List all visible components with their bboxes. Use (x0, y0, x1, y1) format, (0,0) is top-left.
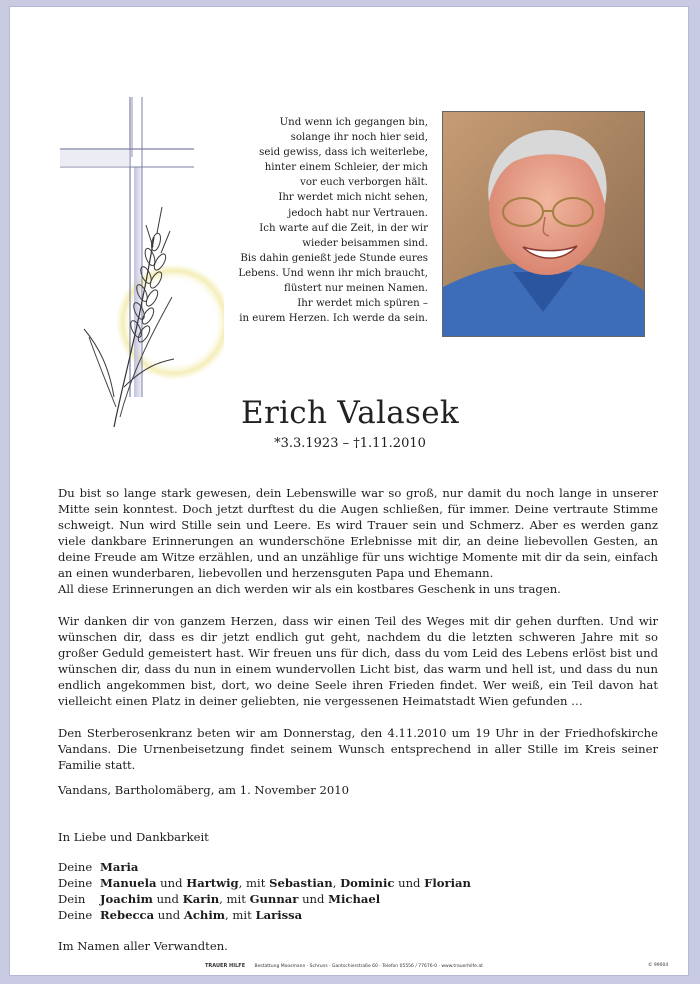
poem (228, 115, 428, 326)
family-relation: Deine (58, 876, 93, 890)
family-connector: und (394, 876, 425, 890)
family-member-name: Maria (100, 860, 139, 874)
poem-line: solange ihr noch hier seid, (290, 132, 428, 144)
family-member-name: Hartwig (186, 876, 239, 890)
family-member-name: Larissa (255, 908, 303, 922)
obituary-sheet (9, 6, 689, 976)
family-member-name: Joachim (100, 892, 153, 906)
footer-brand: TRAUER HILFE (205, 963, 246, 969)
family-connector: , mit (238, 876, 270, 890)
family-member-name: Manuela (100, 876, 157, 890)
footer-text: Bestattung Moosmann · Schruns · Gantschierstraße 60 · Telefon 05556 / 77676-0 · www.trauerhilfe.at (254, 964, 483, 969)
family-connector: , mit (219, 892, 250, 906)
family-row (58, 875, 471, 891)
poem-line: Ihr werdet mich nicht sehen, (278, 192, 428, 204)
poem-line: jedoch habt nur Vertrauen. (288, 207, 428, 219)
family-member-name: Gunnar (249, 892, 299, 906)
family-names (100, 891, 380, 907)
poem-line: Ihr werdet mich spüren – (297, 298, 428, 310)
life-dates: *3.3.1923 – †1.11.2010 (274, 436, 426, 451)
portrait-image (443, 112, 645, 337)
poem-line: wieder beisammen sind. (302, 237, 428, 249)
family-connector: , (332, 876, 341, 890)
family-connector: und (156, 876, 187, 890)
family-relation: Deine (58, 908, 93, 922)
obituary-text (58, 485, 658, 773)
family-connector: und (154, 908, 184, 922)
cross-with-wheat-illustration (54, 97, 224, 442)
poem-line: Lebens. Und wenn ihr mich braucht, (238, 267, 428, 279)
paragraph-service-info: Den Sterberosenkranz beten wir am Donnerstag, den 4.11.2010 um 19 Uhr in der Friedhofskirche Vandans. Die Urnenbeisetzung findet seinem Wunsch entsprechend in aller Stille im Kreis seiner Familie statt. (58, 726, 658, 772)
poem-line: flüstert nur meinen Namen. (284, 283, 428, 295)
family-row (58, 891, 471, 907)
closing-line: In Liebe und Dankbarkeit (58, 830, 209, 844)
family-row (58, 907, 471, 923)
family-names (100, 859, 138, 875)
footer-imprint (205, 963, 483, 969)
poem-line: in eurem Herzen. Ich werde da sein. (239, 313, 428, 325)
poem-line: hinter einem Schleier, der mich (264, 162, 428, 174)
family-list (58, 859, 471, 923)
poem-line: Und wenn ich gegangen bin, (279, 117, 428, 128)
family-member-name: Achim (183, 908, 226, 922)
footer-mark: © 99004 (648, 963, 669, 968)
family-member-name: Sebastian (269, 876, 333, 890)
deceased-name: Erich Valasek (241, 395, 459, 431)
family-connector: und (298, 892, 329, 906)
family-relation: Dein (58, 892, 86, 906)
family-member-name: Dominic (340, 876, 395, 890)
paragraph-tribute: Du bist so lange stark gewesen, dein Lebenswille war so groß, nur damit du noch lange in unserer Mitte sein konntest. Doch jetzt durftest du die Augen schließen, für immer. Deine vertraute Stimme schweigt. Nun wird Stille sein und Leere. Es wird Trauer sein und Schmerz. Aber es werden ganz viele dankbare Erinnerungen an wunderschöne Erlebnisse mit dir, an deine liebevollen Gesten, an deine Freude am Witze erzählen, und an unzählige für uns wichtige Momente mit dir da sein, einfach an einen wunderbaren, liebevollen und herzensguten Papa und Ehemann. (58, 486, 658, 580)
family-row (58, 859, 471, 875)
poem-line: Bis dahin genießt jede Stunde eures (240, 252, 428, 264)
family-connector: und (152, 892, 183, 906)
relatives-line: Im Namen aller Verwandten. (58, 939, 228, 953)
family-member-name: Florian (424, 876, 471, 890)
poem-line: vor euch verborgen hält. (300, 177, 428, 189)
family-member-name: Karin (182, 892, 220, 906)
family-member-name: Michael (328, 892, 381, 906)
paragraph-thanks: Wir danken dir von ganzem Herzen, dass wir einen Teil des Weges mit dir gehen durften. Und wir wünschen dir, dass es dir jetzt endlich gut geht, nachdem du die letzten schweren Jahre mit so großer Geduld gemeistert hast. Wir freuen uns für dich, dass du vom Leid des Lebens erlöst bist und wünschen dir, dass du nun in einem wundervollen Licht bist, das warm und hell ist, und dass du nun endlich angekommen bist, dort, wo deine Seele ihren Frieden findet. Wer weiß, ein Teil davon hat vielleicht einen Platz in deiner geliebten, nie vergessenen Heimatstadt Wien gefunden … (58, 614, 658, 708)
paragraph-memories: All diese Erinnerungen an dich werden wir als ein kostbares Geschenk in uns tragen. (58, 582, 561, 596)
family-names (100, 907, 302, 923)
portrait-photo (442, 111, 645, 337)
poem-line: Ich warte auf die Zeit, in der wir (259, 222, 428, 234)
family-member-name: Rebecca (100, 908, 155, 922)
family-relation: Deine (58, 860, 93, 874)
family-names (100, 875, 471, 891)
poem-line: seid gewiss, dass ich weiterlebe, (259, 147, 428, 159)
family-connector: , mit (225, 908, 256, 922)
place-and-date: Vandans, Bartholomäberg, am 1. November 2010 (58, 783, 349, 797)
